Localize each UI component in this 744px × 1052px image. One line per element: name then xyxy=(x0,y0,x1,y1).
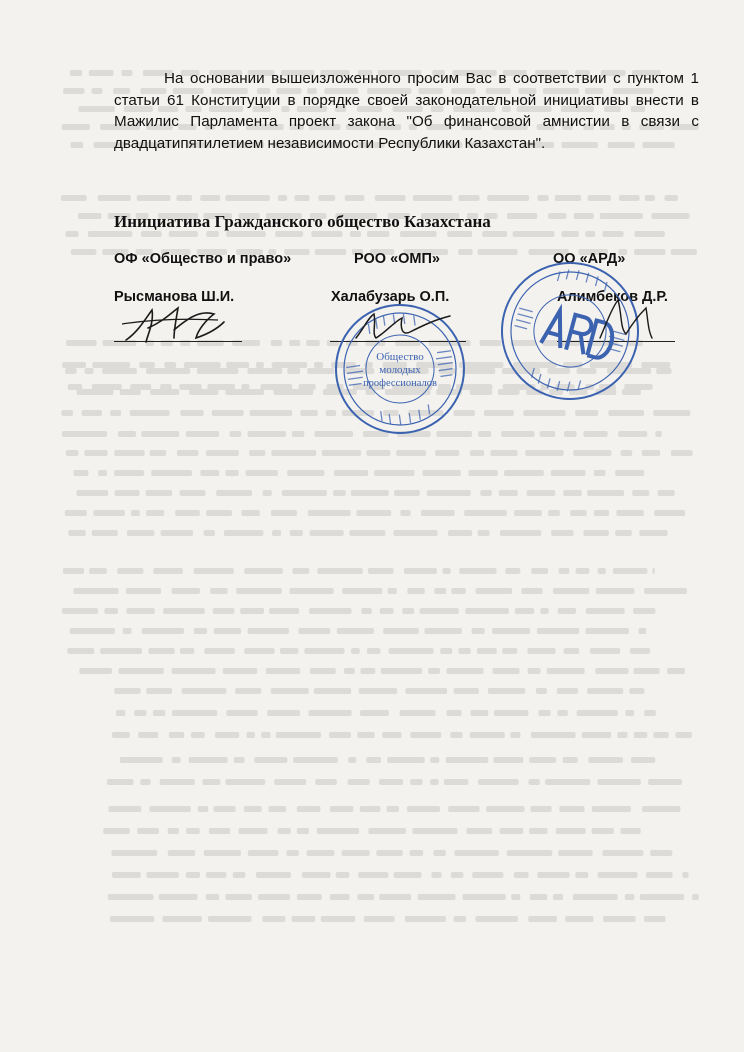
signer-name-1: Рысманова Ш.И. xyxy=(114,289,235,305)
stamp-omp-line-2: молодых xyxy=(379,364,421,376)
request-paragraph: На основании вышеизложенного просим Вас в соответствии с пунктом 1 статьи 61 Конституции в порядке своей законодательной инициативы внести в Мажилис Парламента проект закона "Об финансовой амнистии в связи с двадцатипятилетием независимости Республики Казахстан". xyxy=(114,70,699,152)
org-name-3: ОО «АРД» xyxy=(553,251,626,267)
stamp-omp-line-3: профессионалов xyxy=(363,378,437,389)
org-name-2: РОО «ОМП» xyxy=(354,251,440,267)
signer-name-3: Алимбеков Д.Р. xyxy=(557,289,668,305)
org-name-1: ОФ «Общество и право» xyxy=(114,251,292,267)
signer-name-2: Халабузарь О.П. xyxy=(331,289,450,305)
handwritten-signature-3 xyxy=(590,294,660,346)
handwritten-signature-1 xyxy=(118,300,228,350)
handwritten-signature-2 xyxy=(350,308,460,348)
initiative-heading: Инициатива Гражданского общество Казахстана xyxy=(114,212,491,231)
stamp-omp-line-1: Общество xyxy=(376,351,424,363)
